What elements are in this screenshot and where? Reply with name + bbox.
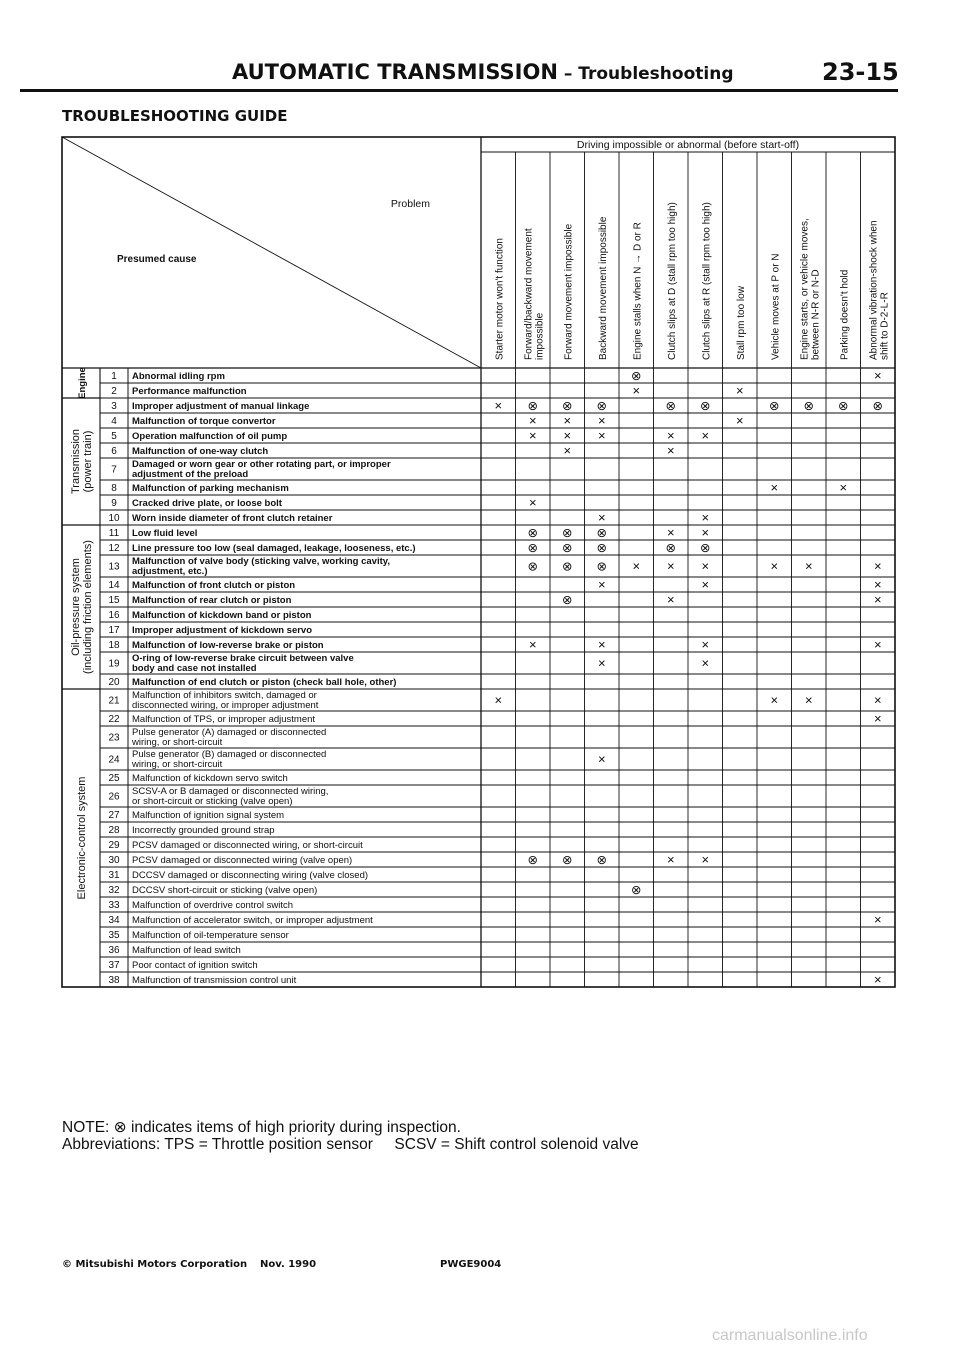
row-cause: Cracked drive plate, or loose bolt xyxy=(132,498,282,509)
row-cause: Incorrectly grounded ground strap xyxy=(132,825,275,836)
mark-cross: × xyxy=(804,692,813,708)
row-number: 14 xyxy=(108,580,120,591)
mark-priority: ⊗ xyxy=(562,399,573,413)
row-cause: Poor contact of ignition switch xyxy=(132,960,258,971)
row-number: 9 xyxy=(111,498,117,509)
row-cause: Malfunction of kickdown band or piston xyxy=(132,610,312,621)
mark-priority: ⊗ xyxy=(631,883,642,897)
row-number: 25 xyxy=(108,773,120,784)
mark-priority: ⊗ xyxy=(562,853,573,867)
row-number: 12 xyxy=(108,543,120,554)
mark-cross: × xyxy=(873,368,882,383)
row-cause: Improper adjustment of kickdown servo xyxy=(132,625,313,636)
mark-cross: × xyxy=(666,443,675,458)
mark-cross: × xyxy=(701,510,710,525)
column-header: Engine stalls when N → D or R xyxy=(632,222,644,360)
mark-cross: × xyxy=(873,558,882,574)
mark-cross: × xyxy=(528,637,537,652)
mark-priority: ⊗ xyxy=(562,541,573,555)
row-number: 13 xyxy=(108,561,120,573)
row-number: 5 xyxy=(111,431,117,442)
mark-priority: ⊗ xyxy=(562,593,573,607)
column-header: shift to D-2-L-R xyxy=(879,292,891,360)
row-number: 3 xyxy=(111,401,117,412)
mark-cross: × xyxy=(494,398,503,413)
row-number: 34 xyxy=(108,915,120,926)
column-header: Engine starts, or vehicle moves, xyxy=(799,218,811,360)
mark-priority: ⊗ xyxy=(562,559,573,574)
row-number: 23 xyxy=(108,732,120,744)
mark-priority: ⊗ xyxy=(596,853,607,867)
mark-priority: ⊗ xyxy=(596,399,607,413)
footer-date: Nov. 1990 xyxy=(260,1259,317,1270)
row-number: 17 xyxy=(108,625,120,636)
row-cause: Malfunction of end clutch or piston (check ball hole, other) xyxy=(132,677,397,688)
mark-cross: × xyxy=(563,413,572,428)
row-number: 31 xyxy=(108,870,120,881)
mark-priority: ⊗ xyxy=(562,526,573,540)
row-number: 2 xyxy=(111,386,117,397)
mark-cross: × xyxy=(804,558,813,574)
row-cause: Malfunction of kickdown servo switch xyxy=(132,773,288,784)
row-number: 32 xyxy=(108,885,120,896)
mark-priority: ⊗ xyxy=(596,526,607,540)
row-cause: Malfunction of overdrive control switch xyxy=(132,900,294,911)
column-header: Forward/backward movement xyxy=(523,228,535,360)
mark-cross: × xyxy=(873,577,882,592)
row-number: 24 xyxy=(108,754,120,766)
column-header: Abnormal vibration-shock when xyxy=(868,220,880,360)
column-header: Parking doesn't hold xyxy=(839,269,851,360)
mark-cross: × xyxy=(597,510,606,525)
column-header: Backward movement impossible xyxy=(597,216,609,360)
row-number: 35 xyxy=(108,930,120,941)
column-header: between N-R or N-D xyxy=(810,269,822,360)
row-cause: Abnormal idling rpm xyxy=(132,371,225,382)
row-number: 37 xyxy=(108,960,120,971)
mark-cross: × xyxy=(597,577,606,592)
mark-cross: × xyxy=(873,912,882,927)
footer-code: PWGE9004 xyxy=(440,1259,502,1270)
row-cause: Damaged or worn gear or other rotating part, or improper xyxy=(132,459,391,470)
group-label: Oil-pressure system xyxy=(70,558,82,656)
row-cause: wiring, or short-circuit xyxy=(132,759,223,770)
mark-cross: × xyxy=(597,637,606,652)
section-title: TROUBLESHOOTING GUIDE xyxy=(62,107,288,125)
mark-priority: ⊗ xyxy=(527,559,538,574)
row-number: 26 xyxy=(108,791,120,803)
row-cause: Worn inside diameter of front clutch retainer xyxy=(132,513,333,524)
mark-cross: × xyxy=(735,383,744,398)
row-number: 8 xyxy=(111,483,117,494)
mark-priority: ⊗ xyxy=(527,541,538,555)
row-cause: O-ring of low-reverse brake circuit between valve xyxy=(132,653,354,664)
column-header: Vehicle moves at P or N xyxy=(770,253,782,360)
page-title-main: AUTOMATIC TRANSMISSION xyxy=(232,60,558,84)
mark-cross: × xyxy=(873,692,882,708)
column-header: Clutch slips at D (stall rpm too high) xyxy=(666,202,678,360)
column-header: Stall rpm too low xyxy=(735,286,747,360)
mark-priority: ⊗ xyxy=(527,853,538,867)
mark-cross: × xyxy=(666,558,675,574)
row-number: 10 xyxy=(108,513,120,524)
row-number: 19 xyxy=(108,658,120,670)
mark-cross: × xyxy=(666,525,675,540)
mark-priority: ⊗ xyxy=(631,369,642,383)
row-cause: Malfunction of low-reverse brake or piston xyxy=(132,640,324,651)
group-label: Transmission xyxy=(70,429,82,494)
row-cause: Malfunction of parking mechanism xyxy=(132,483,289,494)
mark-cross: × xyxy=(770,692,779,708)
mark-cross: × xyxy=(666,428,675,443)
row-cause: PCSV damaged or disconnected wiring (valve open) xyxy=(132,855,353,866)
row-cause: adjustment of the preload xyxy=(132,469,249,480)
page-subtitle: – Troubleshooting xyxy=(557,64,734,84)
row-number: 15 xyxy=(108,595,120,606)
row-cause: SCSV-A or B damaged or disconnected wiring, xyxy=(132,786,329,797)
row-cause: Malfunction of torque convertor xyxy=(132,416,276,427)
page-number: 23-15 xyxy=(822,58,899,86)
corner-diagonal xyxy=(62,137,481,368)
corner-problem-label: Problem xyxy=(390,198,430,210)
row-number: 30 xyxy=(108,855,120,866)
mark-cross: × xyxy=(597,655,606,671)
row-cause: or short-circuit or sticking (valve open) xyxy=(132,796,293,807)
row-cause: Malfunction of TPS, or improper adjustment xyxy=(132,714,316,725)
mark-cross: × xyxy=(666,852,675,867)
row-number: 18 xyxy=(108,640,120,651)
mark-cross: × xyxy=(839,480,848,495)
group-label: Engine xyxy=(77,367,88,399)
row-cause: DCCSV short-circuit or sticking (valve open) xyxy=(132,885,318,896)
mark-priority: ⊗ xyxy=(665,541,676,555)
row-cause: body and case not installed xyxy=(132,663,257,674)
row-number: 28 xyxy=(108,825,120,836)
row-cause: Malfunction of valve body (sticking valve, working cavity, xyxy=(132,556,390,567)
row-cause: disconnected wiring, or improper adjustment xyxy=(132,700,319,711)
mark-cross: × xyxy=(528,428,537,443)
note-abbreviations: Abbreviations: TPS = Throttle position sensor SCSV = Shift control solenoid valve xyxy=(62,1136,639,1153)
mark-priority: ⊗ xyxy=(803,399,814,413)
row-number: 38 xyxy=(108,975,120,986)
row-cause: DCCSV damaged or disconnecting wiring (valve closed) xyxy=(132,870,369,881)
group-label: (power train) xyxy=(82,430,94,493)
mark-priority: ⊗ xyxy=(700,541,711,555)
row-number: 16 xyxy=(108,610,120,621)
watermark: carmanualsonline.info xyxy=(712,1327,868,1344)
mark-priority: ⊗ xyxy=(527,399,538,413)
row-number: 11 xyxy=(108,528,120,539)
mark-cross: × xyxy=(770,480,779,495)
row-number: 7 xyxy=(111,464,117,476)
mark-cross: × xyxy=(597,413,606,428)
mark-cross: × xyxy=(873,972,882,987)
mark-cross: × xyxy=(873,592,882,607)
row-cause: adjustment, etc.) xyxy=(132,566,208,577)
row-cause: Operation malfunction of oil pump xyxy=(132,431,288,442)
row-cause: Malfunction of ignition signal system xyxy=(132,810,285,821)
row-cause: Malfunction of lead switch xyxy=(132,945,241,956)
column-header: Clutch slips at R (stall rpm too high) xyxy=(701,202,713,360)
column-header: Forward movement impossible xyxy=(563,223,575,360)
mark-cross: × xyxy=(528,413,537,428)
column-header: Starter motor won't function xyxy=(494,238,506,360)
column-header: impossible xyxy=(534,312,546,360)
mark-cross: × xyxy=(770,558,779,574)
mark-priority: ⊗ xyxy=(665,399,676,413)
mark-cross: × xyxy=(701,655,710,671)
mark-cross: × xyxy=(563,443,572,458)
mark-cross: × xyxy=(597,751,606,767)
row-cause: Malfunction of rear clutch or piston xyxy=(132,595,292,606)
row-number: 21 xyxy=(108,695,120,707)
row-cause: PCSV damaged or disconnected wiring, or short-circuit xyxy=(132,840,363,851)
mark-cross: × xyxy=(666,592,675,607)
mark-cross: × xyxy=(632,558,641,574)
mark-priority: ⊗ xyxy=(596,541,607,555)
row-number: 4 xyxy=(111,416,117,427)
mark-cross: × xyxy=(701,558,710,574)
mark-cross: × xyxy=(701,525,710,540)
row-number: 6 xyxy=(111,446,117,457)
mark-cross: × xyxy=(632,383,641,398)
mark-cross: × xyxy=(528,495,537,510)
row-cause: Improper adjustment of manual linkage xyxy=(132,401,310,412)
row-cause: wiring, or short-circuit xyxy=(132,737,223,748)
mark-cross: × xyxy=(735,413,744,428)
mark-priority: ⊗ xyxy=(700,399,711,413)
row-cause: Malfunction of inhibitors switch, damaged or xyxy=(132,690,317,701)
row-number: 29 xyxy=(108,840,120,851)
group-header: Driving impossible or abnormal (before start-off) xyxy=(576,139,800,151)
row-cause: Pulse generator (B) damaged or disconnected xyxy=(132,749,327,760)
row-cause: Line pressure too low (seal damaged, leakage, looseness, etc.) xyxy=(132,543,416,554)
row-cause: Malfunction of oil-temperature sensor xyxy=(132,930,289,941)
row-number: 20 xyxy=(108,677,120,688)
mark-cross: × xyxy=(701,637,710,652)
mark-priority: ⊗ xyxy=(769,399,780,413)
row-number: 27 xyxy=(108,810,120,821)
row-cause: Performance malfunction xyxy=(132,386,247,397)
row-cause: Low fluid level xyxy=(132,528,198,539)
row-number: 22 xyxy=(108,714,120,725)
mark-cross: × xyxy=(494,692,503,708)
row-number: 1 xyxy=(111,371,117,382)
mark-priority: ⊗ xyxy=(527,526,538,540)
mark-cross: × xyxy=(701,852,710,867)
group-label: (including friction elements) xyxy=(82,540,94,674)
mark-cross: × xyxy=(597,428,606,443)
mark-cross: × xyxy=(873,711,882,726)
mark-priority: ⊗ xyxy=(872,399,883,413)
mark-cross: × xyxy=(701,577,710,592)
note-priority: NOTE: ⊗ indicates items of high priority during inspection. xyxy=(62,1119,461,1136)
row-number: 36 xyxy=(108,945,120,956)
mark-priority: ⊗ xyxy=(596,559,607,574)
footer-copyright: © Mitsubishi Motors Corporation xyxy=(62,1259,248,1270)
row-cause: Pulse generator (A) damaged or disconnected xyxy=(132,727,327,738)
mark-priority: ⊗ xyxy=(838,399,849,413)
mark-cross: × xyxy=(873,637,882,652)
mark-cross: × xyxy=(563,428,572,443)
row-number: 33 xyxy=(108,900,120,911)
corner-cause-label: Presumed cause xyxy=(117,254,197,265)
group-label: Electronic-control system xyxy=(76,776,88,900)
mark-cross: × xyxy=(701,428,710,443)
row-cause: Malfunction of transmission control unit xyxy=(132,975,297,986)
row-cause: Malfunction of accelerator switch, or improper adjustment xyxy=(132,915,373,926)
row-cause: Malfunction of front clutch or piston xyxy=(132,580,296,591)
row-cause: Malfunction of one-way clutch xyxy=(132,446,269,457)
